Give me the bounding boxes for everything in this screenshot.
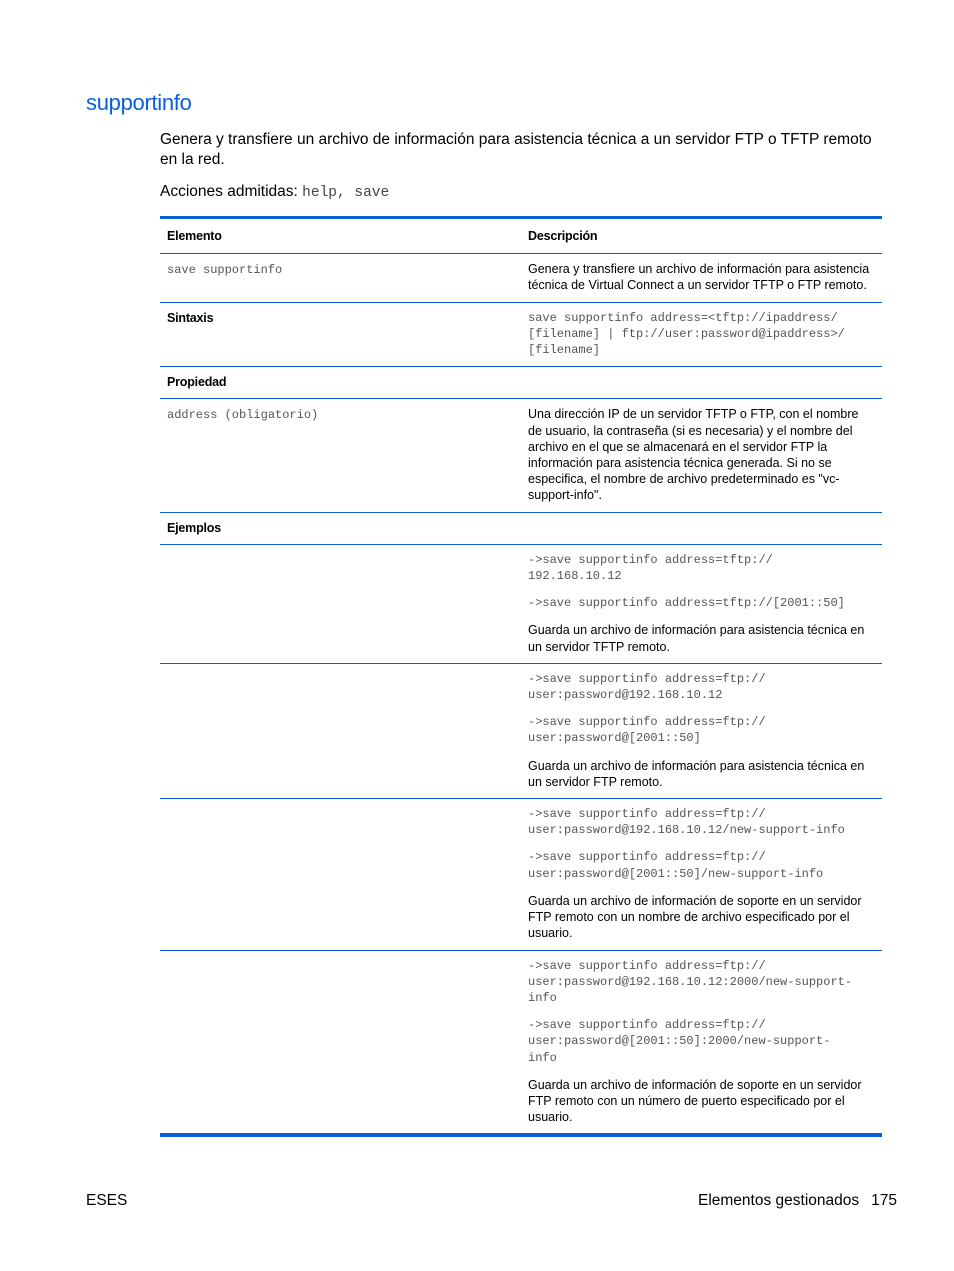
example-row <box>160 663 882 798</box>
table-row <box>160 302 882 367</box>
examples-label: Ejemplos <box>167 520 221 535</box>
table-row <box>160 399 882 512</box>
example-command: ->save supportinfo address=ftp:// user:password@[2001::50]/new-support-info <box>528 850 824 881</box>
supported-actions-label: Acciones admitidas <box>160 183 294 200</box>
property-label: Propiedad <box>167 375 227 390</box>
table-row <box>160 367 882 399</box>
example-row <box>160 799 882 950</box>
example-description: Guarda un archivo de información de soporte en un servidor FTP remoto con un nombre de archivo especificado por el usuario. <box>528 893 862 941</box>
example-command: ->save supportinfo address=tftp:// 192.168.10.12 <box>528 552 773 584</box>
example-command: ->save supportinfo address=ftp:// user:password@192.168.10.12:2000/new-support- info <box>528 958 853 1005</box>
page-number: 175 <box>871 1192 897 1209</box>
header-element: Elemento <box>160 218 521 254</box>
table-row <box>160 254 882 302</box>
item-description: Genera y transfiere un archivo de información para asistencia técnica de Virtual Connect a un servidor TFTP o FTP remoto. <box>528 262 870 293</box>
footer-locale: ESES <box>86 1192 128 1209</box>
example-description: Guarda un archivo de información para asistencia técnica en un servidor FTP remoto. <box>528 758 865 789</box>
example-command: ->save supportinfo address=tftp://[2001::50] <box>528 596 845 611</box>
footer-section-title: Elementos gestionados <box>697 1192 860 1209</box>
example-description: Guarda un archivo de información de soporte en un servidor FTP remoto con un número de puerto especificado por el usuario. <box>528 1077 862 1125</box>
example-command: ->save supportinfo address=ftp:// user:password@[2001::50]:2000/new-support- info <box>528 1018 831 1065</box>
supported-actions-separator: : <box>293 183 303 200</box>
intro-paragraph: Genera y transfiere un archivo de información para asistencia técnica a un servidor FTP o TFTP remoto en la red. <box>160 131 872 168</box>
example-row <box>160 950 882 1135</box>
property-name: address (obligatorio) <box>167 408 319 423</box>
example-row <box>160 544 882 663</box>
table-header-row <box>160 218 882 254</box>
footer-section <box>698 1192 897 1210</box>
supported-actions-values: help, save <box>302 185 390 201</box>
item-name: save supportinfo <box>167 263 283 278</box>
header-description: Descripción <box>521 218 882 254</box>
example-description: Guarda un archivo de información para asistencia técnica en un servidor TFTP remoto. <box>528 623 865 654</box>
syntax-label: Sintaxis <box>167 310 214 325</box>
supportinfo-table <box>160 216 882 1137</box>
example-command: ->save supportinfo address=ftp:// user:password@192.168.10.12 <box>528 671 766 703</box>
example-command: ->save supportinfo address=ftp:// user:password@[2001::50] <box>528 715 766 746</box>
example-command: ->save supportinfo address=ftp:// user:password@192.168.10.12/new-support-info <box>528 807 845 838</box>
table-row <box>160 512 882 544</box>
property-description: Una dirección IP de un servidor TFTP o FTP, con el nombre de usuario, la contraseña (si es necesaria) y el nombre del archivo en el que se almacenará en el servidor FTP la información para asistencia técnica generada. Si no se especifica, el nombre de archivo predeterminado es "vc-support-info". <box>528 407 859 503</box>
syntax-code: save supportinfo address=<tftp://ipaddress/ [filename] | ftp://user:password@ipaddress>/ [filename] <box>528 310 845 358</box>
page-title: supportinfo <box>86 90 192 115</box>
supported-actions <box>160 182 389 203</box>
